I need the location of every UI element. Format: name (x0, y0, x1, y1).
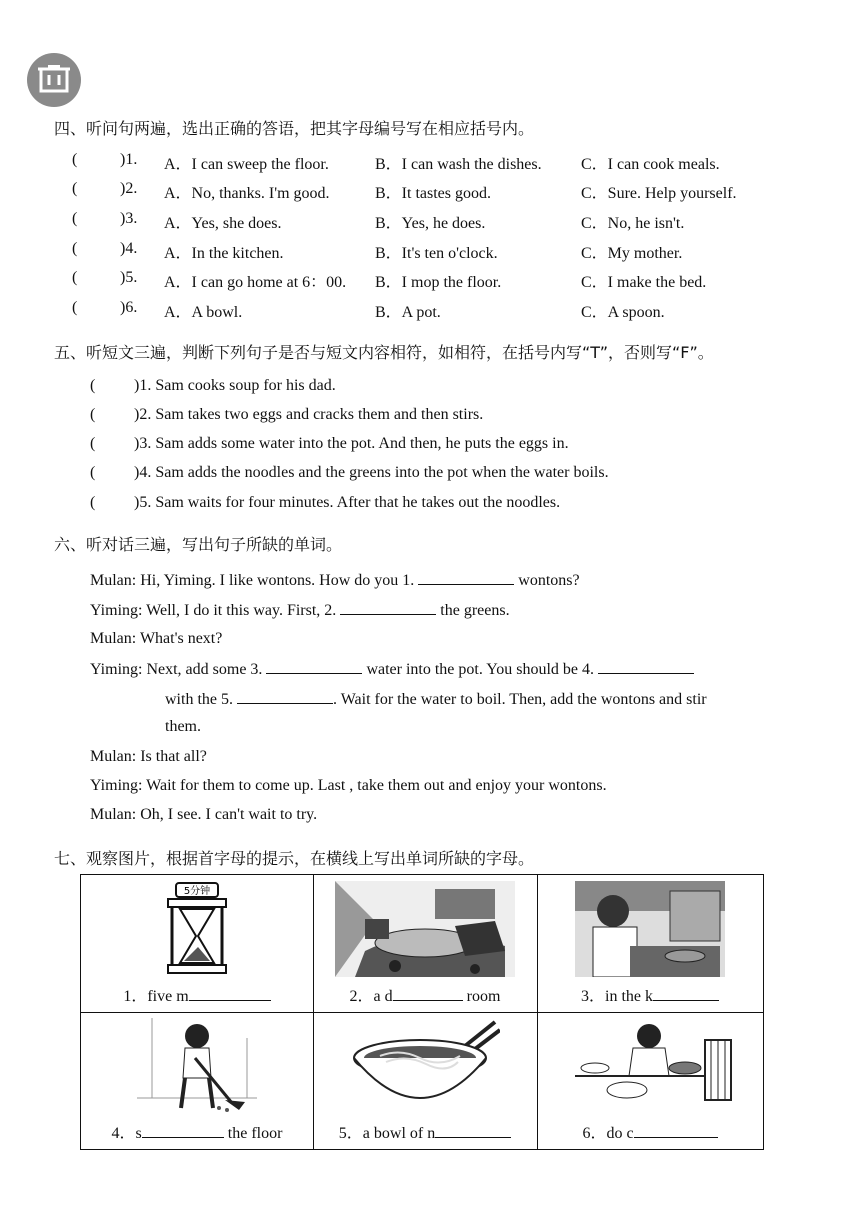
section5-heading: 五、听短文三遍，判断下列句子是否与短文内容相符，如相符，在括号内写“T”，否则写“F”。 (54, 343, 714, 362)
dialogue-text: Well, I do it this way. First, 2. (146, 602, 337, 619)
item-number: )5. (120, 269, 138, 286)
option-b: B．I mop the floor. (375, 274, 502, 291)
fill-blank[interactable] (393, 986, 463, 1001)
dialogue-line (90, 570, 580, 590)
dialogue-line (165, 689, 707, 709)
option-c: C．A spoon. (581, 304, 665, 321)
item-number: )3. (120, 210, 138, 227)
option-a: A．No, thanks. I'm good. (164, 185, 330, 202)
hourglass-picture (162, 881, 232, 977)
option-c: C．My mother. (581, 245, 683, 262)
dialogue-text: Next, add some 3. (146, 661, 263, 678)
option-a: A．In the kitchen. (164, 245, 284, 262)
section7-heading: 七、观察图片，根据首字母的提示，在横线上写出单词所缺的字母。 (54, 849, 535, 868)
dialogue-text: Oh, I see. I can't wait to try. (140, 806, 318, 823)
dialogue-text: the greens. (440, 602, 510, 619)
fill-blank[interactable] (435, 1123, 511, 1138)
dialogue-line (90, 748, 207, 766)
picture-cell (313, 1012, 537, 1149)
option-a: A．A bowl. (164, 304, 243, 321)
option-b: B．It's ten o'clock. (375, 245, 498, 262)
answer-paren[interactable]: ( (90, 406, 96, 423)
dialogue-text: Wait for them to come up. Last , take them out and enjoy your wontons. (146, 777, 607, 794)
answer-blank-3[interactable] (266, 659, 362, 674)
speaker: Mulan: (90, 748, 137, 765)
answer-paren[interactable]: ( (72, 240, 78, 257)
dialogue-text: What's next? (139, 630, 223, 647)
option-a: A．Yes, she does. (164, 215, 282, 232)
picture-grid (80, 874, 764, 1150)
sweeping-boy-picture (127, 1018, 267, 1114)
judge-row (90, 435, 569, 453)
caption-3: 3．in the k (537, 983, 763, 1006)
picture-cell (537, 875, 763, 1012)
dialogue-text: with the 5. (165, 691, 233, 708)
judge-row (90, 494, 560, 512)
option-c: C．I can cook meals. (581, 156, 720, 173)
dialogue-text: them. (165, 718, 201, 735)
statement-text: )5. Sam waits for four minutes. After that he takes out the noodles. (134, 494, 561, 511)
dialogue-text: Hi, Yiming. I like wontons. How do you 1. (140, 572, 415, 589)
dialogue-text: wontons? (518, 572, 580, 589)
fill-blank[interactable] (142, 1123, 224, 1138)
item-number: )6. (120, 299, 138, 316)
answer-paren[interactable]: ( (72, 180, 78, 197)
item-number: )1. (120, 151, 138, 168)
section4-heading: 四、听问句两遍，选出正确的答语，把其字母编号写在相应括号内。 (54, 119, 535, 138)
statement-text: )1. Sam cooks soup for his dad. (134, 377, 336, 394)
noodle-bowl-picture (350, 1018, 500, 1114)
option-b: B．Yes, he does. (375, 215, 486, 232)
dialogue-text: . Wait for the water to boil. Then, add the wontons and stir (333, 691, 707, 708)
answer-blank-4[interactable] (598, 659, 694, 674)
option-c: C．I make the bed. (581, 274, 707, 291)
answer-paren[interactable]: ( (90, 377, 96, 394)
item-number: )2. (120, 180, 138, 197)
dialogue-line (165, 718, 201, 736)
statement-text: )3. Sam adds some water into the pot. And then, he puts the eggs in. (134, 435, 569, 452)
option-a: A．I can sweep the floor. (164, 156, 329, 173)
square-grid-icon (26, 52, 82, 108)
answer-paren[interactable]: ( (90, 435, 96, 452)
statement-text: )4. Sam adds the noodles and the greens into the pot when the water boils. (134, 464, 609, 481)
picture-cell (537, 1012, 763, 1149)
speaker: Mulan: (90, 806, 137, 823)
option-a: A．I can go home at 6：00. (164, 274, 347, 291)
option-b: B．I can wash the dishes. (375, 156, 542, 173)
dialogue-line (90, 777, 607, 795)
speaker: Mulan: (90, 630, 137, 647)
picture-cell (81, 1012, 313, 1149)
answer-paren[interactable]: ( (90, 464, 96, 481)
cooking-boy-picture (565, 1018, 735, 1114)
judge-row (90, 464, 609, 482)
option-b: B．It tastes good. (375, 185, 491, 202)
option-c: C．No, he isn't. (581, 215, 685, 232)
caption-4: 4．s the floor (111, 1125, 283, 1142)
dialogue-line (90, 806, 317, 824)
fill-blank[interactable] (634, 1123, 718, 1138)
answer-paren[interactable]: ( (72, 210, 78, 227)
hourglass-label: 5分钟 (183, 886, 211, 897)
caption-5: 5．a bowl of n (313, 1120, 537, 1143)
speaker: Yiming: (90, 777, 143, 794)
dialogue-line (90, 659, 694, 679)
caption-1: 1．five m (81, 983, 313, 1006)
section6-heading: 六、听对话三遍，写出句子所缺的单词。 (54, 535, 343, 554)
fill-blank[interactable] (653, 986, 719, 1001)
answer-blank-2[interactable] (340, 600, 436, 615)
judge-row (90, 406, 483, 424)
statement-text: )2. Sam takes two eggs and cracks them and then stirs. (134, 406, 484, 423)
fill-blank[interactable] (189, 986, 271, 1001)
speaker: Mulan: (90, 572, 137, 589)
option-b: B．A pot. (375, 304, 441, 321)
choice-row (72, 151, 137, 169)
choice-row (72, 299, 137, 317)
choice-row (72, 269, 137, 287)
speaker: Yiming: (90, 661, 143, 678)
dialogue-line (90, 630, 222, 648)
answer-paren[interactable]: ( (72, 269, 78, 286)
choice-row (72, 240, 137, 258)
speaker: Yiming: (90, 602, 143, 619)
option-c: C．Sure. Help yourself. (581, 185, 737, 202)
caption-2: 2．a d room (349, 988, 501, 1005)
item-number: )4. (120, 240, 138, 257)
caption-6: 6．do c (537, 1120, 763, 1143)
messy-room-picture (335, 881, 515, 977)
choice-row (72, 180, 137, 198)
dialogue-text: Is that all? (140, 748, 207, 765)
picture-cell (313, 875, 537, 1012)
answer-paren[interactable]: ( (90, 494, 96, 511)
dialogue-text: water into the pot. You should be 4. (366, 661, 594, 678)
kitchen-boy-picture (575, 881, 725, 977)
picture-cell (81, 875, 313, 1012)
answer-blank-5[interactable] (237, 689, 333, 704)
choice-row (72, 210, 137, 228)
answer-paren[interactable]: ( (72, 151, 78, 168)
dialogue-line (90, 600, 510, 620)
answer-blank-1[interactable] (418, 570, 514, 585)
answer-paren[interactable]: ( (72, 299, 78, 316)
judge-row (90, 377, 336, 395)
